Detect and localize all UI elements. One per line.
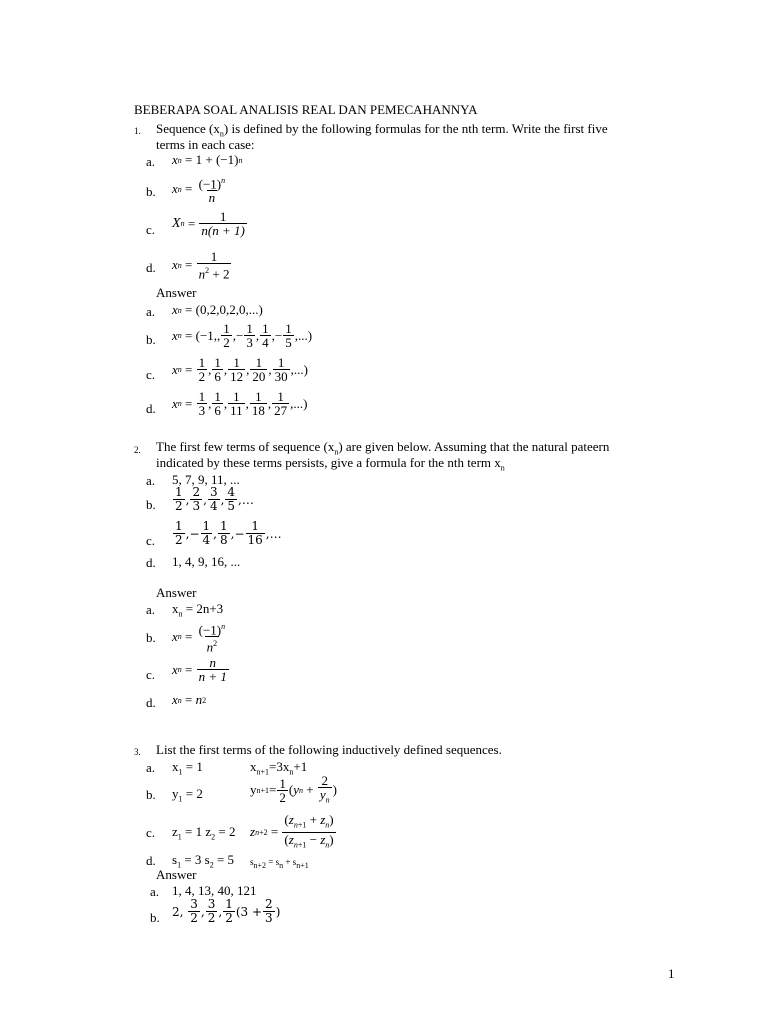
q1-answer-c-fraction: $\frac{1}{30}$ bbox=[274, 355, 288, 384]
q1-answer-d-fraction: $\frac{1}{6}$ bbox=[214, 389, 221, 418]
q1-item-d-formula: x n = $\frac{1}{n^2 + 2}$ bbox=[172, 249, 230, 282]
q1-item-b-formula: x n = $\frac{(-1)^n}{n}$ bbox=[172, 176, 226, 206]
q1-answer-b-label: b. bbox=[146, 332, 156, 347]
q3-item-a-label: a. bbox=[146, 760, 156, 775]
question-1-number: 1. bbox=[134, 126, 141, 136]
q1-answer-d-fraction: $\frac{1}{3}$ bbox=[198, 389, 206, 418]
q3-item-d-label: d. bbox=[146, 853, 156, 868]
q1-answer-c-separator: , bbox=[268, 361, 272, 377]
q3-answer-a: 1, 4, 13, 40, 121 bbox=[172, 883, 257, 898]
q1-answer-d-label: d. bbox=[146, 401, 156, 416]
q1-answer-b-separator: , bbox=[217, 327, 221, 343]
q2-item-b-separator: , bbox=[185, 492, 190, 507]
q2-item-c-fraction: $\frac{1}{2}$ bbox=[175, 519, 183, 547]
q1-answer-d-fraction: $\frac{1}{18}$ bbox=[251, 389, 265, 418]
q3-item-b-label: b. bbox=[146, 787, 156, 802]
q2-item-c-label: c. bbox=[146, 533, 156, 548]
q1-answer-a-label: a. bbox=[146, 304, 156, 319]
q2-item-c-fraction: $\frac{1}{4}$ bbox=[202, 519, 211, 547]
q1-answer-c-separator: , bbox=[246, 361, 250, 377]
q2-item-d: 1, 4, 9, 16, ... bbox=[172, 554, 241, 569]
q2-item-b-fraction: $\frac{2}{3}$ bbox=[192, 485, 201, 513]
q2-answer-b: x n = $\frac{(-1)^n}{n^2}$ bbox=[172, 622, 226, 655]
q1-answer-d-fraction: $\frac{1}{27}$ bbox=[274, 389, 288, 418]
q1-answer-d: x n = $\frac{1}{3}$ , $\frac{1}{6}$ , $\frac{1}{11}$ , $\frac{1}{18}$ , $\frac{1}{27}$ ,...) bbox=[172, 389, 308, 418]
q2-item-c-separator: ,− bbox=[230, 526, 245, 541]
q1-item-c-formula: X n = $\frac{1}{n(n + 1)}$ bbox=[172, 209, 245, 238]
q1-answer-b-fraction: $\frac{1}{2}$ bbox=[223, 321, 230, 350]
q1-item-c-label: c. bbox=[146, 222, 156, 237]
q1-answer-b-separator: ,− bbox=[271, 327, 283, 343]
document-title: BEBERAPA SOAL ANALISIS REAL DAN PEMECAHANNYA bbox=[134, 102, 478, 117]
q1-answer-c-separator: , bbox=[223, 361, 228, 377]
q3-answer-a-label: a. bbox=[150, 884, 160, 899]
q1-answer-a: x n = (0,2,0,2,0,...) bbox=[172, 302, 263, 317]
question-1-text-line2: terms in each case: bbox=[156, 137, 255, 152]
q1-answer-c-fraction: $\frac{1}{2}$ bbox=[198, 355, 206, 384]
q3-answer-label: Answer bbox=[156, 867, 197, 882]
q1-answer-b-separator: ,− bbox=[232, 327, 244, 343]
q1-answer-d-separator: , bbox=[267, 395, 272, 411]
q2-item-b-fraction: $\frac{3}{4}$ bbox=[209, 485, 218, 513]
q3-item-c-right: z n+2 = $\frac{(z_{n+1} + z_n)}{(z_{n+1} - z_n)}$ bbox=[250, 812, 334, 850]
q2-item-c-separator: ,− bbox=[185, 526, 200, 541]
q3-item-b-right: y n+1 = $\frac{1}{2}$ ( y n + $\frac{2}{y_n}$ ) bbox=[250, 773, 337, 805]
q3-answer-b-label: b. bbox=[150, 910, 160, 925]
q1-answer-c-separator: , bbox=[208, 361, 212, 377]
q1-answer-b-fraction: $\frac{1}{5}$ bbox=[285, 321, 292, 350]
q2-item-c: $\frac{1}{2}$ ,− $\frac{1}{4}$ , $\frac{1}{8}$ ,− $\frac{1}{16}$ ,… bbox=[175, 519, 282, 547]
page-number: 1 bbox=[668, 966, 675, 981]
q2-answer-c: x n = $\frac{n}{n + 1}$ bbox=[172, 655, 227, 684]
q1-item-b-label: b. bbox=[146, 184, 156, 199]
q1-item-a-label: a. bbox=[146, 154, 156, 169]
q1-answer-c: x n = $\frac{1}{2}$ , $\frac{1}{6}$ , $\frac{1}{12}$ , $\frac{1}{20}$ , $\frac{1}{30}$ ,...) bbox=[172, 355, 308, 384]
q3-item-d-left: $s_1 = 3$ $s_2 = 5$ bbox=[172, 852, 235, 870]
q2-item-b-separator: , bbox=[220, 492, 225, 507]
q2-answer-a-label: a. bbox=[146, 602, 156, 617]
q2-item-b-fraction: $\frac{1}{2}$ bbox=[175, 485, 183, 513]
q1-answer-c-fraction: $\frac{1}{20}$ bbox=[252, 355, 266, 384]
q2-answer-c-label: c. bbox=[146, 667, 156, 682]
q2-answer-d: x n = n 2 bbox=[172, 692, 207, 707]
question-2-text-line2: indicated by these terms persists, give a formula for the nth term $x_n$ bbox=[156, 455, 505, 473]
q1-item-a-formula: x n = 1 + (−1) n bbox=[172, 152, 243, 167]
q1-item-d-label: d. bbox=[146, 260, 156, 275]
q2-answer-d-label: d. bbox=[146, 695, 156, 710]
q1-answer-b: x n = (−1, , $\frac{1}{2}$ ,− $\frac{1}{3}$ , $\frac{1}{4}$ ,− $\frac{1}{5}$ ,...) bbox=[172, 321, 313, 350]
q2-item-b-separator: , bbox=[203, 492, 207, 507]
question-3-text: List the first terms of the following inductively defined sequences. bbox=[156, 742, 502, 757]
question-1-text-line1: Sequence $(x_n)$ is defined by the following formulas for the nth term. Write the first five bbox=[156, 121, 608, 139]
q1-answer-d-fraction: $\frac{1}{11}$ bbox=[230, 389, 243, 418]
q3-item-a-left: $x_1 = 1$ bbox=[172, 759, 203, 777]
q2-item-c-fraction: $\frac{1}{8}$ bbox=[219, 519, 228, 547]
q3-item-a-right: $x_{n+1}=3x_n+1$ bbox=[250, 759, 308, 777]
q3-item-c-left: $z_1 = 1$ $z_2 = 2$ bbox=[172, 824, 236, 842]
q1-answer-d-separator: , bbox=[245, 395, 249, 411]
q3-item-c-label: c. bbox=[146, 825, 156, 840]
q2-item-b-label: b. bbox=[146, 497, 156, 512]
q2-answer-label: Answer bbox=[156, 585, 197, 600]
q2-item-c-separator: , bbox=[213, 526, 217, 541]
q1-answer-c-label: c. bbox=[146, 367, 156, 382]
q2-item-b-fraction: $\frac{4}{5}$ bbox=[227, 485, 236, 513]
q1-answer-label: Answer bbox=[156, 285, 197, 300]
question-3-number: 3. bbox=[134, 747, 141, 757]
q2-item-a: 5, 7, 9, 11, ... bbox=[172, 472, 240, 487]
q2-answer-a: $x_n = 2n+3$ bbox=[172, 601, 224, 619]
q3-item-b-left: $y_1 = 2$ bbox=[172, 786, 203, 804]
q1-answer-d-separator: , bbox=[208, 395, 212, 411]
q2-item-b: $\frac{1}{2}$ , $\frac{2}{3}$ , $\frac{3}{4}$ , $\frac{4}{5}$ ,… bbox=[175, 485, 254, 513]
q1-answer-c-fraction: $\frac{1}{6}$ bbox=[214, 355, 221, 384]
q3-answer-b: 2, $\frac{3}{2}$ , $\frac{3}{2}$ , $\frac{1}{2}$ (3 + $\frac{2}{3}$ ) bbox=[172, 897, 281, 925]
q1-answer-b-fraction: $\frac{1}{4}$ bbox=[262, 321, 269, 350]
q2-item-c-fraction: $\frac{1}{16}$ bbox=[247, 519, 263, 547]
q1-answer-b-fraction: $\frac{1}{3}$ bbox=[246, 321, 253, 350]
q2-answer-b-label: b. bbox=[146, 630, 156, 645]
q2-item-d-label: d. bbox=[146, 555, 156, 570]
q1-answer-d-separator: , bbox=[223, 395, 228, 411]
q2-item-a-label: a. bbox=[146, 473, 156, 488]
question-2-number: 2. bbox=[134, 445, 141, 455]
question-2-text-line1: The first few terms of sequence $(x_n)$ are given below. Assuming that the natural pateern bbox=[156, 439, 610, 457]
q3-item-d-right: $s_{n+2} = s_n + s_{n+1}$ bbox=[250, 857, 309, 870]
q1-answer-b-separator: , bbox=[255, 327, 260, 343]
q1-answer-c-fraction: $\frac{1}{12}$ bbox=[230, 355, 244, 384]
